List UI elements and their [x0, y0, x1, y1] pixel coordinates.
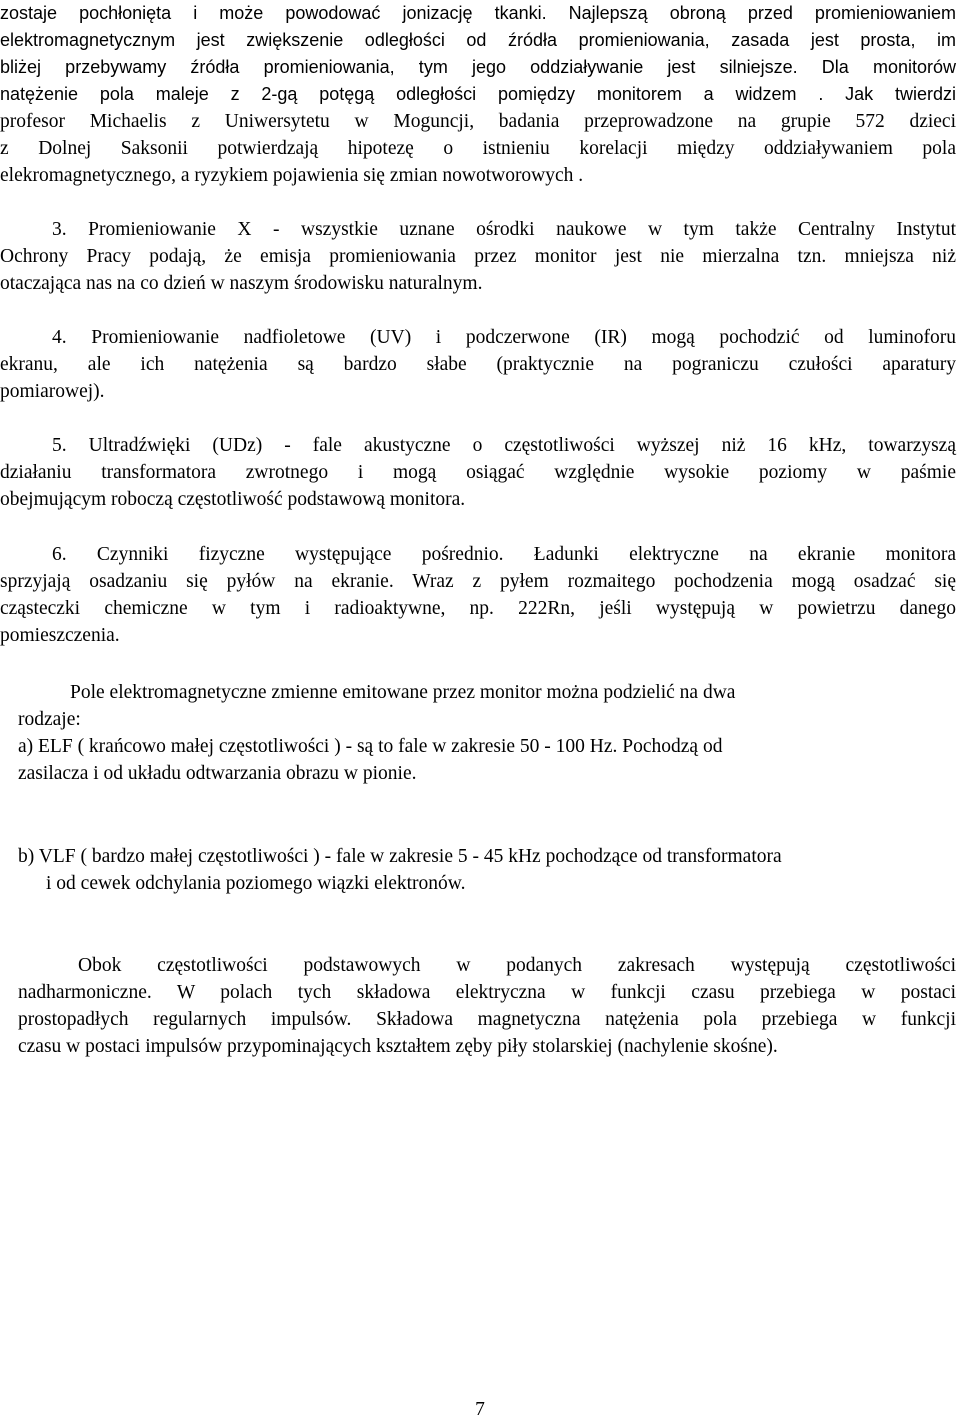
text-line: i od cewek odchylania poziomego wiązki elektronów. [46, 873, 466, 894]
text-line: zasilacza i od układu odtwarzania obrazu w pionie. [18, 763, 417, 784]
text-line: czasu w postaci impulsów przypominających kształtem zęby piły stolarskiej (nachylenie skośne). [18, 1036, 778, 1057]
text-line: a) ELF ( krańcowo małej częstotliwości ) - są to fale w zakresie 50 - 100 Hz. Pochodzą od [18, 736, 723, 757]
text-line: elektromagnetycznym jest zwiększenie odległości od źródła promieniowania, zasada jest prosta, im [0, 30, 956, 50]
text-line: 6. Czynniki fizyczne występujące pośrednio. Ładunki elektryczne na ekranie monitora [52, 544, 956, 565]
text-line: profesor Michaelis z Uniwersytetu w Moguncji, badania przeprowadzone na grupie 572 dzieci [0, 111, 956, 132]
text-line: natężenie pola maleje z 2-gą potęgą odległości pomiędzy monitorem a widzem . Jak twierdzi [0, 84, 956, 104]
text-line: ekranu, ale ich natężenia są bardzo słabe (praktycznie na pograniczu czułości aparatury [0, 354, 956, 375]
text-line: elekromagnetycznego, a ryzykiem pojawienia się zmian nowotworowych . [0, 165, 584, 186]
text-line: rodzaje: [18, 709, 81, 730]
text-line: 3. Promieniowanie X - wszystkie uznane ośrodki naukowe w tym także Centralny Instytut [52, 219, 956, 240]
text-line: Pole elektromagnetyczne zmienne emitowane przez monitor można podzielić na dwa [70, 682, 736, 703]
text-line: prostopadłych regularnych impulsów. Składowa magnetyczna natężenia pola przebiega w funkcji [18, 1009, 956, 1030]
text-line: nadharmoniczne. W polach tych składowa elektryczna w funkcji czasu przebiega w postaci [18, 982, 956, 1003]
text-line: działaniu transformatora zwrotnego i mogą osiągać względnie wysokie poziomy w paśmie [0, 462, 956, 483]
text-line: 5. Ultradźwięki (UDz) - fale akustyczne o częstotliwości wyższej niż 16 kHz, towarzyszą [52, 435, 956, 456]
text-line: pomieszczenia. [0, 625, 120, 646]
page-number: 7 [475, 1399, 485, 1420]
text-line: zostaje pochłonięta i może powodować jonizację tkanki. Najlepszą obroną przed promieniowaniem [0, 3, 956, 23]
text-line: bliżej przebywamy źródła promieniowania, tym jego oddziaływanie jest silniejsze. Dla monitorów [0, 57, 956, 77]
text-line: z Dolnej Saksonii potwierdzają hipotezę o istnieniu korelacji między oddziaływaniem pola [0, 138, 956, 159]
text-line: obejmującym roboczą częstotliwość podstawową monitora. [0, 489, 466, 510]
text-line: b) VLF ( bardzo małej częstotliwości ) - fale w zakresie 5 - 45 kHz pochodzące od transformatora [18, 846, 782, 867]
text-line: sprzyjają osadzaniu się pyłów na ekranie. Wraz z pyłem rozmaitego pochodzenia mogą osadzać się [0, 571, 956, 592]
text-line: Ochrony Pracy podają, że emisja promieniowania przez monitor jest nie mierzalna tzn. mniejsza niż [0, 246, 956, 267]
text-line: Obok częstotliwości podstawowych w podanych zakresach występują częstotliwości [78, 955, 956, 976]
text-line: 4. Promieniowanie nadfioletowe (UV) i podczerwone (IR) mogą pochodzić od luminoforu [52, 327, 956, 348]
text-line: pomiarowej). [0, 381, 105, 402]
text-line: otaczająca nas na co dzień w naszym środowisku naturalnym. [0, 273, 483, 294]
text-line: cząsteczki chemiczne w tym i radioaktywne, np. 222Rn, jeśli występują w powietrzu danego [0, 598, 956, 619]
